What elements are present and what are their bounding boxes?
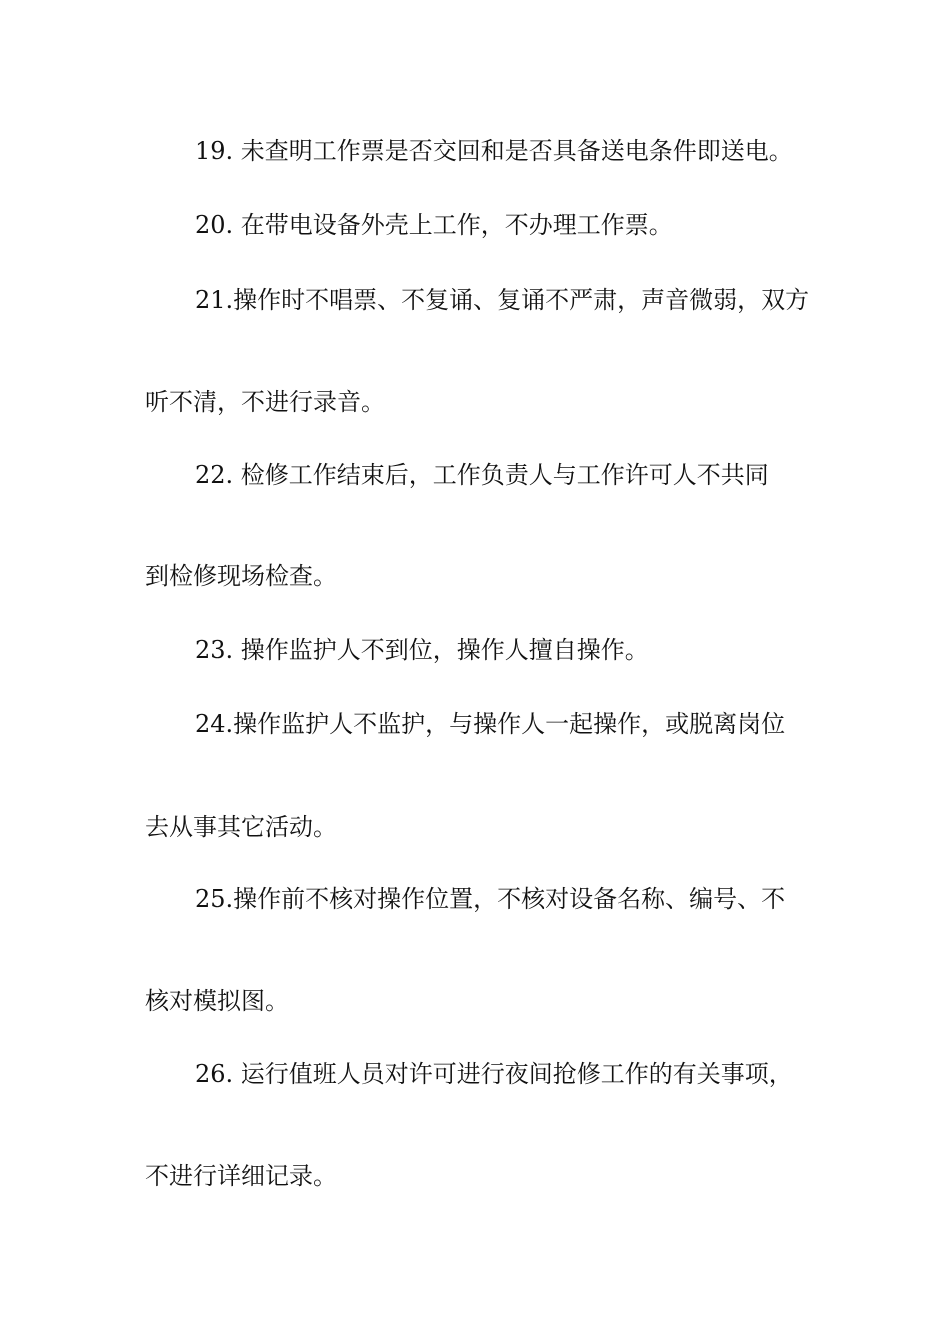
item-26-line-1: 26. 运行值班人员对许可进行夜间抢修工作的有关事项， bbox=[195, 1060, 793, 1088]
item-21-line-2: 听不清，不进行录音。 bbox=[145, 388, 385, 416]
item-22-line-2: 到检修现场检查。 bbox=[145, 562, 337, 590]
item-22-line-1: 22. 检修工作结束后，工作负责人与工作许可人不共同 bbox=[195, 461, 769, 489]
item-21-line-1: 21.操作时不唱票、不复诵、复诵不严肃，声音微弱，双方 bbox=[195, 286, 810, 314]
item-23-line-1: 23. 操作监护人不到位，操作人擅自操作。 bbox=[195, 636, 649, 664]
item-24-line-2: 去从事其它活动。 bbox=[145, 813, 337, 841]
item-25-line-2: 核对模拟图。 bbox=[145, 987, 289, 1015]
item-25-line-1: 25.操作前不核对操作位置，不核对设备名称、编号、不 bbox=[195, 885, 786, 913]
item-26-line-2: 不进行详细记录。 bbox=[145, 1162, 337, 1190]
item-20-line-1: 20. 在带电设备外壳上工作，不办理工作票。 bbox=[195, 211, 673, 239]
item-24-line-1: 24.操作监护人不监护，与操作人一起操作，或脱离岗位 bbox=[195, 710, 786, 738]
item-19-line-1: 19. 未查明工作票是否交回和是否具备送电条件即送电。 bbox=[195, 137, 793, 165]
